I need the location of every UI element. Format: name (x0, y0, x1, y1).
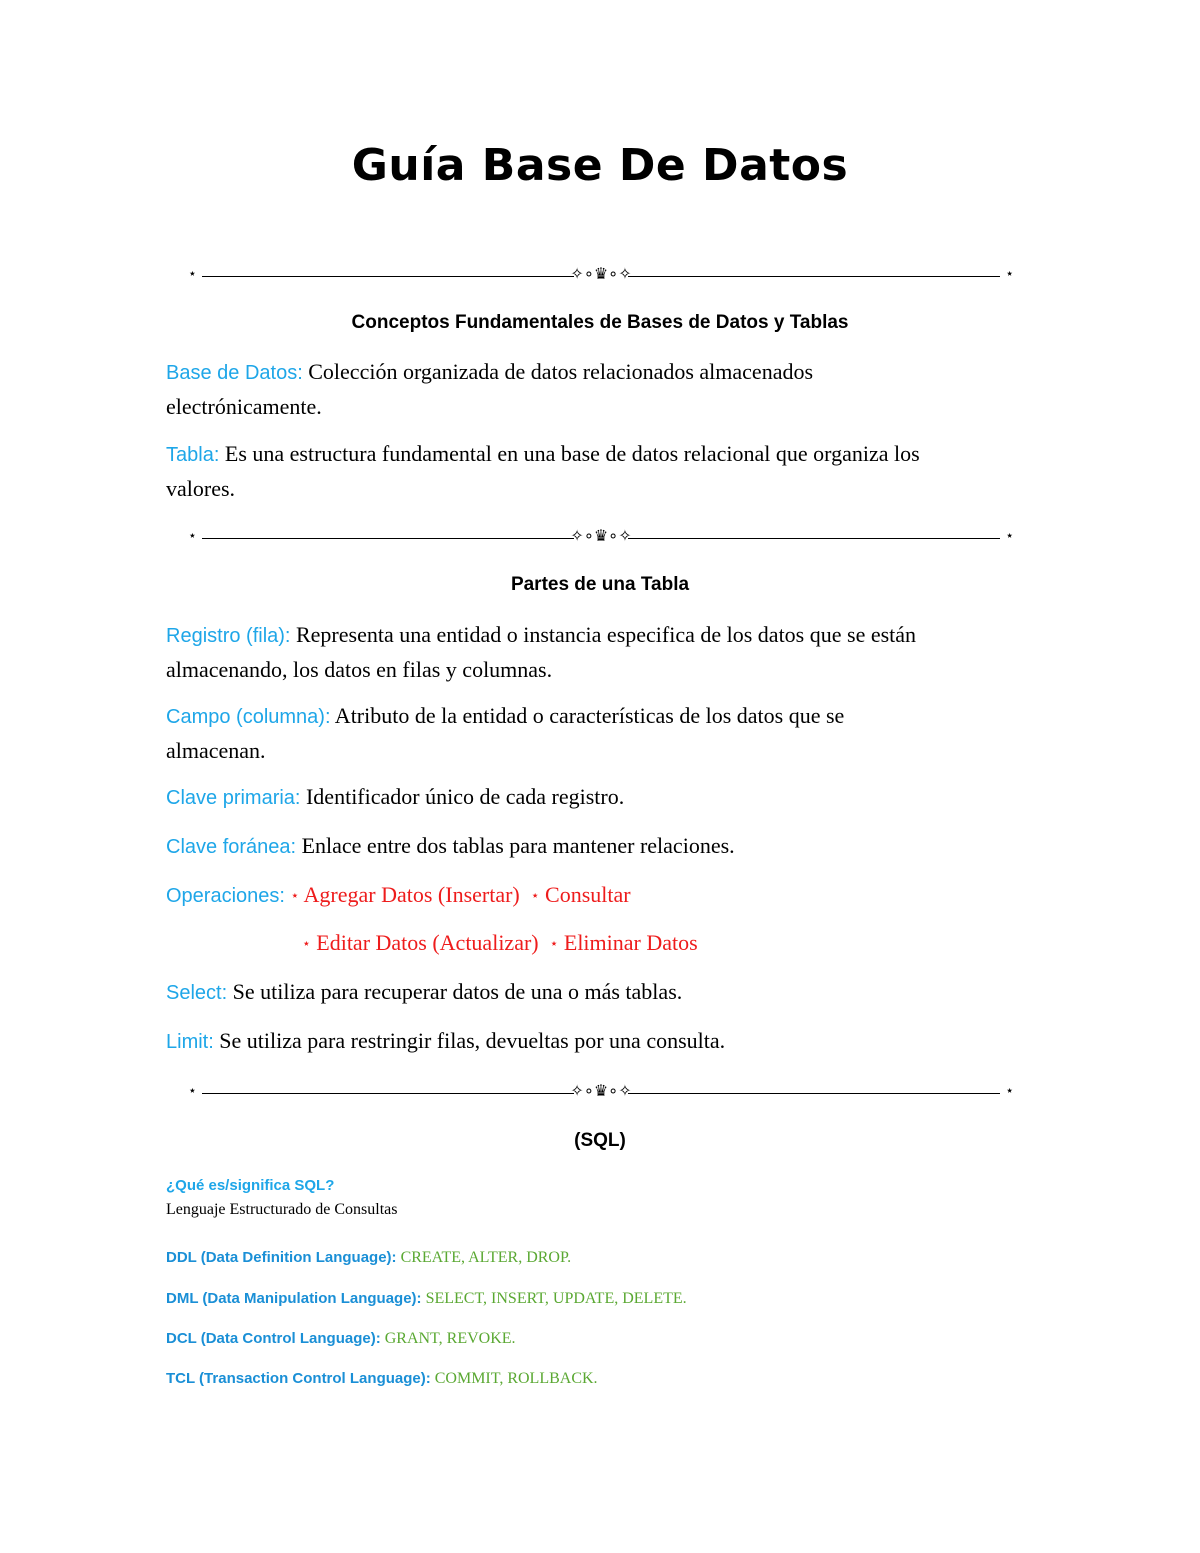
star-icon: ⋆ (188, 1083, 197, 1099)
definition-clave-foranea (166, 829, 1046, 864)
definition-tabla (166, 437, 1046, 505)
definition-text: Se utiliza para recuperar datos de una o más tablas. (227, 979, 683, 1004)
sublanguage-commands: GRANT, REVOKE. (380, 1330, 516, 1347)
star-icon: ⋆ (1005, 1083, 1014, 1099)
divider-line (202, 1093, 574, 1094)
term-label: Select: (166, 982, 228, 1004)
sublanguage-commands: SELECT, INSERT, UPDATE, DELETE. (421, 1290, 687, 1307)
definition-campo (166, 699, 1046, 767)
star-icon: ⋆ (302, 937, 311, 952)
star-icon: ⋆ (188, 528, 197, 544)
definition-clave-primaria (166, 780, 1046, 815)
definition-text: valores. (166, 476, 236, 501)
section-heading: (SQL) (574, 1130, 626, 1151)
definition-text: Identificador único de cada registro. (300, 784, 625, 809)
operation-item: Eliminar Datos (563, 930, 698, 955)
sublanguage-name: TCL (Transaction Control Language): (166, 1370, 431, 1387)
definition-text: Es una estructura fundamental en una base de datos relacional que organiza los (219, 441, 920, 466)
ornamental-divider (188, 266, 1014, 286)
sublanguage-commands: CREATE, ALTER, DROP. (396, 1249, 572, 1266)
term-label: Tabla: (166, 444, 220, 466)
sublanguage-commands: COMMIT, ROLLBACK. (430, 1370, 598, 1387)
term-label: Clave foránea: (166, 836, 297, 858)
sql-answer: Lenguaje Estructurado de Consultas (166, 1201, 398, 1218)
operation-item: Agregar Datos (Insertar) (303, 882, 520, 907)
section-heading: Conceptos Fundamentales de Bases de Datos y Tablas (351, 312, 849, 333)
term-label: Clave primaria: (166, 787, 301, 809)
document-title: Guía Base De Datos (351, 140, 849, 191)
sql-sublanguage-ddl (166, 1249, 571, 1267)
section-heading: Partes de una Tabla (510, 574, 690, 595)
definition-text: Colección organizada de datos relacionados almacenados (302, 359, 814, 384)
definition-registro (166, 618, 1046, 686)
definition-text: electrónicamente. (166, 394, 322, 419)
divider-line (202, 538, 574, 539)
star-icon: ⋆ (1005, 528, 1014, 544)
sublanguage-name: DML (Data Manipulation Language): (166, 1290, 422, 1307)
definition-select (166, 975, 1046, 1010)
definition-limit (166, 1024, 1046, 1059)
divider-line (202, 276, 574, 277)
divider-line (628, 538, 1000, 539)
star-icon: ⋆ (290, 889, 300, 904)
sublanguage-name: DCL (Data Control Language): (166, 1330, 381, 1347)
ornamental-divider (188, 1083, 1014, 1103)
star-icon: ⋆ (530, 889, 540, 904)
sql-sublanguage-dcl (166, 1330, 516, 1348)
sql-question: ¿Qué es/significa SQL? (166, 1177, 335, 1194)
crown-ornament-icon: ✧∘♛∘✧ (570, 526, 632, 545)
operations-row-1 (166, 878, 1046, 913)
crown-ornament-icon: ✧∘♛∘✧ (570, 264, 632, 283)
definition-text: Enlace entre dos tablas para mantener relaciones. (296, 833, 735, 858)
operations-row-2 (302, 926, 1182, 961)
operation-item: Editar Datos (Actualizar) (316, 930, 539, 955)
crown-ornament-icon: ✧∘♛∘✧ (570, 1081, 632, 1100)
star-icon: ⋆ (188, 266, 197, 282)
star-icon: ⋆ (1005, 266, 1014, 282)
term-label: Base de Datos: (166, 362, 303, 384)
divider-line (628, 276, 1000, 277)
sublanguage-name: DDL (Data Definition Language): (166, 1249, 397, 1266)
operation-item: Consultar (545, 882, 631, 907)
definition-base-de-datos (166, 355, 1046, 423)
definition-text: almacenando, los datos en filas y columnas. (166, 657, 553, 682)
definition-text: Representa una entidad o instancia especifica de los datos que se están (290, 622, 917, 647)
definition-text: almacenan. (166, 738, 266, 763)
definition-text: Se utiliza para restringir filas, devueltas por una consulta. (213, 1028, 726, 1053)
sql-sublanguage-dml (166, 1290, 687, 1308)
ornamental-divider (188, 528, 1014, 548)
star-icon: ⋆ (549, 937, 559, 952)
term-label: Operaciones: (166, 885, 285, 907)
sql-sublanguage-tcl (166, 1370, 598, 1388)
term-label: Registro (fila): (166, 625, 291, 647)
definition-text: Atributo de la entidad o características de los datos que se (330, 703, 845, 728)
term-label: Campo (columna): (166, 706, 331, 728)
divider-line (628, 1093, 1000, 1094)
term-label: Limit: (166, 1031, 214, 1053)
